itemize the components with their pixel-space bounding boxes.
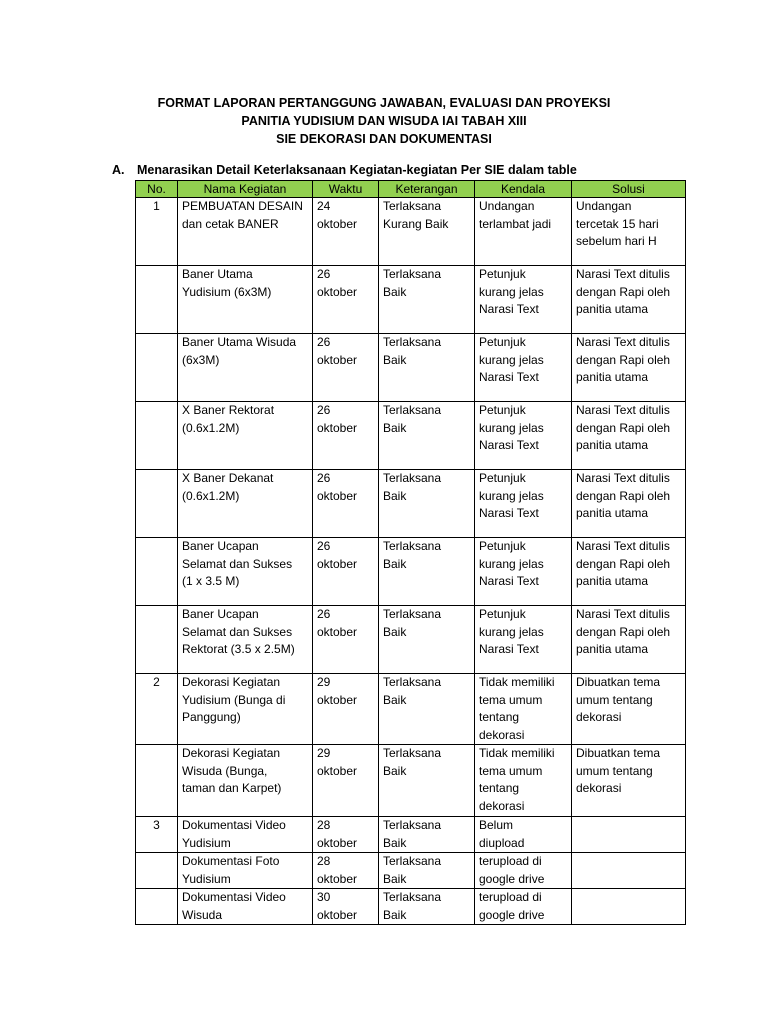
- cell-kendala: Petunjuk kurang jelas Narasi Text: [475, 334, 572, 402]
- cell-no: [136, 853, 178, 889]
- table-header: [136, 181, 686, 198]
- cell-kendala: Undangan terlambat jadi: [475, 198, 572, 266]
- cell-nama-kegiatan: X Baner Rektorat (0.6x1.2M): [178, 402, 313, 470]
- cell-no: [136, 334, 178, 402]
- table-row: [136, 817, 686, 853]
- header-kendala: Kendala: [475, 181, 572, 198]
- header-keterangan: Keterangan: [379, 181, 475, 198]
- section-heading-text: Menarasikan Detail Keterlaksanaan Kegiatan-kegiatan Per SIE dalam table: [137, 163, 577, 177]
- cell-keterangan: Terlaksana Baik: [379, 853, 475, 889]
- cell-keterangan: Terlaksana Baik: [379, 266, 475, 334]
- cell-keterangan: Terlaksana Baik: [379, 817, 475, 853]
- cell-waktu: 29 oktober: [313, 674, 379, 745]
- cell-solusi: Narasi Text ditulis dengan Rapi oleh panitia utama: [572, 606, 686, 674]
- cell-no: [136, 606, 178, 674]
- cell-waktu: 26 oktober: [313, 538, 379, 606]
- cell-no: [136, 538, 178, 606]
- cell-kendala: Petunjuk kurang jelas Narasi Text: [475, 402, 572, 470]
- cell-no: 1: [136, 198, 178, 266]
- header-nama-kegiatan: Nama Kegiatan: [178, 181, 313, 198]
- cell-keterangan: Terlaksana Baik: [379, 745, 475, 817]
- cell-keterangan: Terlaksana Baik: [379, 606, 475, 674]
- document-title: [0, 94, 768, 148]
- cell-nama-kegiatan: Baner Utama Yudisium (6x3M): [178, 266, 313, 334]
- cell-solusi: Narasi Text ditulis dengan Rapi oleh panitia utama: [572, 266, 686, 334]
- cell-no: [136, 266, 178, 334]
- section-letter: A.: [112, 163, 125, 177]
- table-row: [136, 674, 686, 745]
- table-row: [136, 266, 686, 334]
- cell-nama-kegiatan: Baner Ucapan Selamat dan Sukses (1 x 3.5 M): [178, 538, 313, 606]
- cell-no: [136, 889, 178, 925]
- cell-keterangan: Terlaksana Baik: [379, 889, 475, 925]
- cell-nama-kegiatan: Dokumentasi Video Yudisium: [178, 817, 313, 853]
- cell-no: 2: [136, 674, 178, 745]
- cell-waktu: 30 oktober: [313, 889, 379, 925]
- cell-solusi: Narasi Text ditulis dengan Rapi oleh panitia utama: [572, 538, 686, 606]
- cell-waktu: 26 oktober: [313, 334, 379, 402]
- header-solusi: Solusi: [572, 181, 686, 198]
- cell-no: 3: [136, 817, 178, 853]
- cell-waktu: 26 oktober: [313, 606, 379, 674]
- cell-waktu: 26 oktober: [313, 266, 379, 334]
- cell-nama-kegiatan: Dekorasi Kegiatan Yudisium (Bunga di Panggung): [178, 674, 313, 745]
- cell-kendala: Petunjuk kurang jelas Narasi Text: [475, 538, 572, 606]
- cell-kendala: Petunjuk kurang jelas Narasi Text: [475, 606, 572, 674]
- table-row: [136, 198, 686, 266]
- cell-solusi: [572, 889, 686, 925]
- cell-solusi: Narasi Text ditulis dengan Rapi oleh panitia utama: [572, 334, 686, 402]
- cell-nama-kegiatan: Dokumentasi Video Wisuda: [178, 889, 313, 925]
- cell-waktu: 28 oktober: [313, 817, 379, 853]
- cell-solusi: Undangan tercetak 15 hari sebelum hari H: [572, 198, 686, 266]
- cell-kendala: Petunjuk kurang jelas Narasi Text: [475, 470, 572, 538]
- cell-keterangan: Terlaksana Baik: [379, 402, 475, 470]
- table-row: [136, 745, 686, 817]
- cell-nama-kegiatan: Dekorasi Kegiatan Wisuda (Bunga, taman dan Karpet): [178, 745, 313, 817]
- cell-keterangan: Terlaksana Baik: [379, 470, 475, 538]
- cell-solusi: [572, 853, 686, 889]
- header-no: No.: [136, 181, 178, 198]
- cell-kendala: Petunjuk kurang jelas Narasi Text: [475, 266, 572, 334]
- section-heading: [112, 163, 577, 177]
- cell-kendala: Tidak memiliki tema umum tentang dekorasi: [475, 745, 572, 817]
- cell-kendala: Tidak memiliki tema umum tentang dekorasi: [475, 674, 572, 745]
- table-row: [136, 853, 686, 889]
- activity-table: [135, 180, 686, 925]
- cell-no: [136, 470, 178, 538]
- cell-waktu: 26 oktober: [313, 402, 379, 470]
- table-row: [136, 334, 686, 402]
- cell-keterangan: Terlaksana Baik: [379, 538, 475, 606]
- title-line-1: FORMAT LAPORAN PERTANGGUNG JAWABAN, EVALUASI DAN PROYEKSI: [157, 96, 611, 110]
- cell-no: [136, 745, 178, 817]
- cell-keterangan: Terlaksana Kurang Baik: [379, 198, 475, 266]
- title-line-2: PANITIA YUDISIUM DAN WISUDA IAI TABAH XIII: [241, 114, 527, 128]
- cell-nama-kegiatan: Baner Utama Wisuda (6x3M): [178, 334, 313, 402]
- cell-solusi: Dibuatkan tema umum tentang dekorasi: [572, 745, 686, 817]
- cell-kendala: terupload di google drive: [475, 889, 572, 925]
- cell-keterangan: Terlaksana Baik: [379, 334, 475, 402]
- cell-nama-kegiatan: PEMBUATAN DESAIN dan cetak BANER: [178, 198, 313, 266]
- cell-solusi: Dibuatkan tema umum tentang dekorasi: [572, 674, 686, 745]
- cell-kendala: terupload di google drive: [475, 853, 572, 889]
- cell-waktu: 26 oktober: [313, 470, 379, 538]
- cell-solusi: [572, 817, 686, 853]
- table-row: [136, 538, 686, 606]
- title-line-3: SIE DEKORASI DAN DOKUMENTASI: [276, 132, 492, 146]
- header-waktu: Waktu: [313, 181, 379, 198]
- table-body: [136, 198, 686, 925]
- cell-nama-kegiatan: Baner Ucapan Selamat dan Sukses Rektorat (3.5 x 2.5M): [178, 606, 313, 674]
- table-row: [136, 889, 686, 925]
- cell-keterangan: Terlaksana Baik: [379, 674, 475, 745]
- cell-nama-kegiatan: X Baner Dekanat (0.6x1.2M): [178, 470, 313, 538]
- cell-waktu: 29 oktober: [313, 745, 379, 817]
- cell-waktu: 24 oktober: [313, 198, 379, 266]
- table-row: [136, 470, 686, 538]
- cell-kendala: Belum diupload: [475, 817, 572, 853]
- table-row: [136, 606, 686, 674]
- cell-no: [136, 402, 178, 470]
- table-header-row: [136, 181, 686, 198]
- table-row: [136, 402, 686, 470]
- cell-solusi: Narasi Text ditulis dengan Rapi oleh panitia utama: [572, 470, 686, 538]
- cell-solusi: Narasi Text ditulis dengan Rapi oleh panitia utama: [572, 402, 686, 470]
- cell-nama-kegiatan: Dokumentasi Foto Yudisium: [178, 853, 313, 889]
- cell-waktu: 28 oktober: [313, 853, 379, 889]
